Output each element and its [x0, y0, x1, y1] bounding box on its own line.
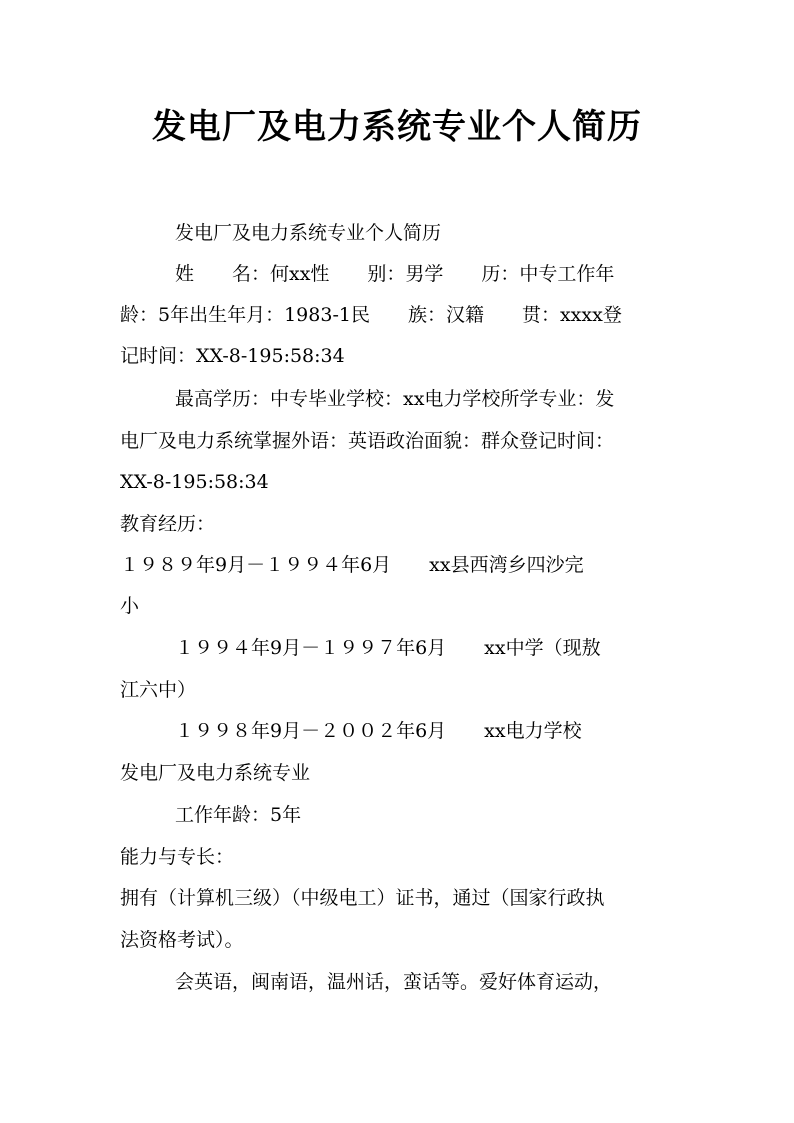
education-entry: 发电厂及电力系统专业: [120, 762, 311, 784]
section-heading: 教育经历：: [120, 513, 216, 535]
text-line: 记时间：XX-8-195:58:34: [120, 345, 345, 367]
education-entry: １９９４年9月－１９９７年6月 xx中学（现敖: [175, 637, 601, 659]
section-heading: 能力与专长：: [120, 846, 235, 868]
text-line: XX-8-195:58:34: [120, 471, 269, 493]
text-line: 工作年龄：5年: [175, 804, 302, 826]
text-line: 法资格考试）。: [120, 929, 244, 951]
education-entry: １９８９年9月－１９９４年6月 xx县西湾乡四沙完: [120, 554, 584, 576]
document-title: 发电厂及电力系统专业个人简历: [152, 107, 642, 147]
text-line: 电厂及电力系统掌握外语：英语政治面貌：群众登记时间：: [120, 430, 615, 452]
text-line: 拥有（计算机三级）（中级电工）证书，通过（国家行政执: [120, 887, 605, 909]
subtitle-line: 发电厂及电力系统专业个人简历: [175, 222, 442, 244]
education-entry: 小: [120, 595, 140, 617]
text-line: 龄：5年出生年月：1983-1民 族：汉籍 贯：xxxx登: [120, 304, 622, 326]
text-line: 最高学历：中专毕业学校：xx电力学校所学专业：发: [175, 388, 615, 410]
text-line: 姓 名：何xx性 别：男学 历：中专工作年: [175, 263, 615, 285]
education-entry: １９９８年9月－２００２年6月 xx电力学校: [175, 720, 582, 742]
text-line: 会英语，闽南语，温州话，蛮话等。爱好体育运动，: [175, 971, 613, 993]
education-entry: 江六中）: [120, 679, 197, 701]
